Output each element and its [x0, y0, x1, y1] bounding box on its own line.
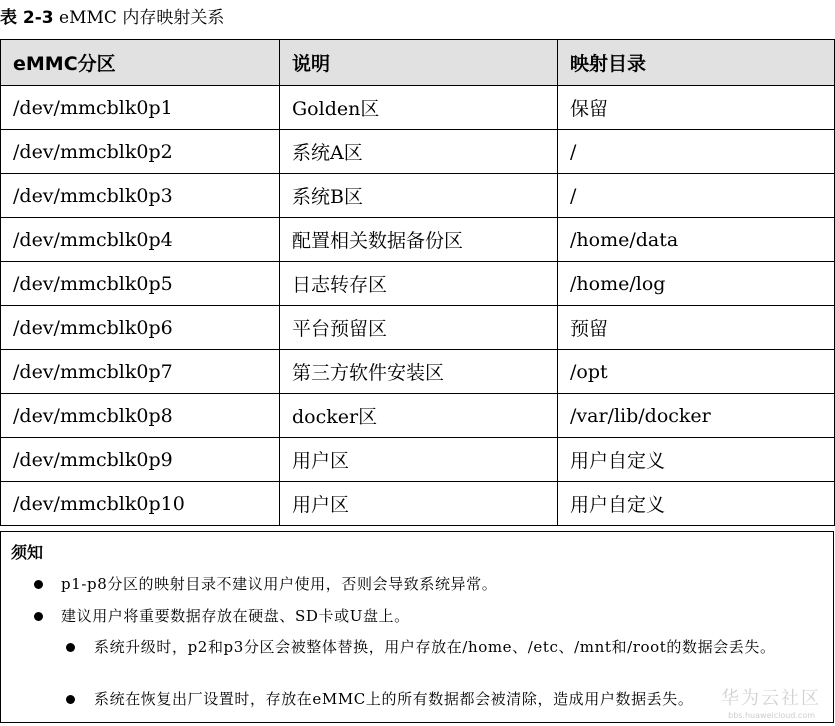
notice-box: [0, 531, 834, 723]
cell-partition: /dev/mmcblk0p7: [1, 350, 280, 394]
notice-subitem: 系统在恢复出厂设置时，存放在eMMC上的所有数据都会被清除，造成用户数据丢失。: [94, 690, 694, 708]
emmc-mapping-table: [0, 39, 835, 526]
notice-title: 须知: [11, 543, 44, 562]
cell-description: 系统B区: [280, 174, 558, 218]
cell-mapping-dir: /: [558, 174, 835, 218]
cell-description: 系统A区: [280, 130, 558, 174]
table-row: [1, 438, 835, 482]
table-row: [1, 350, 835, 394]
cell-partition: /dev/mmcblk0p2: [1, 130, 280, 174]
watermark-logo: 华为云社区: [721, 688, 821, 709]
table-row: [1, 482, 835, 526]
table-title: eMMC 内存映射关系: [59, 8, 225, 28]
table-row: [1, 218, 835, 262]
cell-mapping-dir: /opt: [558, 350, 835, 394]
bullet-icon: [34, 612, 43, 621]
cell-partition: /dev/mmcblk0p10: [1, 482, 280, 526]
table-row: [1, 306, 835, 350]
table-header-row: [1, 40, 835, 86]
cell-description: 配置相关数据备份区: [280, 218, 558, 262]
cell-partition: /dev/mmcblk0p9: [1, 438, 280, 482]
table-row: [1, 130, 835, 174]
cell-description: Golden区: [280, 86, 558, 130]
cell-partition: /dev/mmcblk0p6: [1, 306, 280, 350]
table-number: 表 2-3: [0, 8, 54, 28]
cell-partition: /dev/mmcblk0p8: [1, 394, 280, 438]
cell-mapping-dir: 预留: [558, 306, 835, 350]
cell-description: 第三方软件安装区: [280, 350, 558, 394]
bullet-icon: [34, 580, 43, 589]
notice-item: p1-p8分区的映射目录不建议用户使用，否则会导致系统异常。: [61, 575, 498, 593]
table-row: [1, 262, 835, 306]
cell-description: 用户区: [280, 482, 558, 526]
cell-description: 平台预留区: [280, 306, 558, 350]
cell-mapping-dir: /: [558, 130, 835, 174]
header-partition: eMMC分区: [1, 40, 280, 86]
cell-description: docker区: [280, 394, 558, 438]
watermark-url: bbs.huaweicloud.com: [728, 711, 815, 720]
table-row: [1, 174, 835, 218]
cell-partition: /dev/mmcblk0p3: [1, 174, 280, 218]
cell-mapping-dir: /home/data: [558, 218, 835, 262]
table-row: [1, 394, 835, 438]
notice-item: 建议用户将重要数据存放在硬盘、SD卡或U盘上。: [61, 607, 410, 625]
cell-partition: /dev/mmcblk0p4: [1, 218, 280, 262]
cell-partition: /dev/mmcblk0p1: [1, 86, 280, 130]
bullet-icon: [66, 695, 75, 704]
header-mapping-dir: 映射目录: [558, 40, 835, 86]
cell-mapping-dir: /var/lib/docker: [558, 394, 835, 438]
cell-description: 日志转存区: [280, 262, 558, 306]
cell-partition: /dev/mmcblk0p5: [1, 262, 280, 306]
cell-description: 用户区: [280, 438, 558, 482]
notice-subitem: 系统升级时，p2和p3分区会被整体替换，用户存放在/home、/etc、/mnt和/root的数据会丢失。: [94, 638, 776, 656]
table-row: [1, 86, 835, 130]
cell-mapping-dir: /home/log: [558, 262, 835, 306]
bullet-icon: [66, 643, 75, 652]
cell-mapping-dir: 用户自定义: [558, 438, 835, 482]
header-description: 说明: [280, 40, 558, 86]
cell-mapping-dir: 用户自定义: [558, 482, 835, 526]
cell-mapping-dir: 保留: [558, 86, 835, 130]
table-caption: [0, 6, 224, 30]
